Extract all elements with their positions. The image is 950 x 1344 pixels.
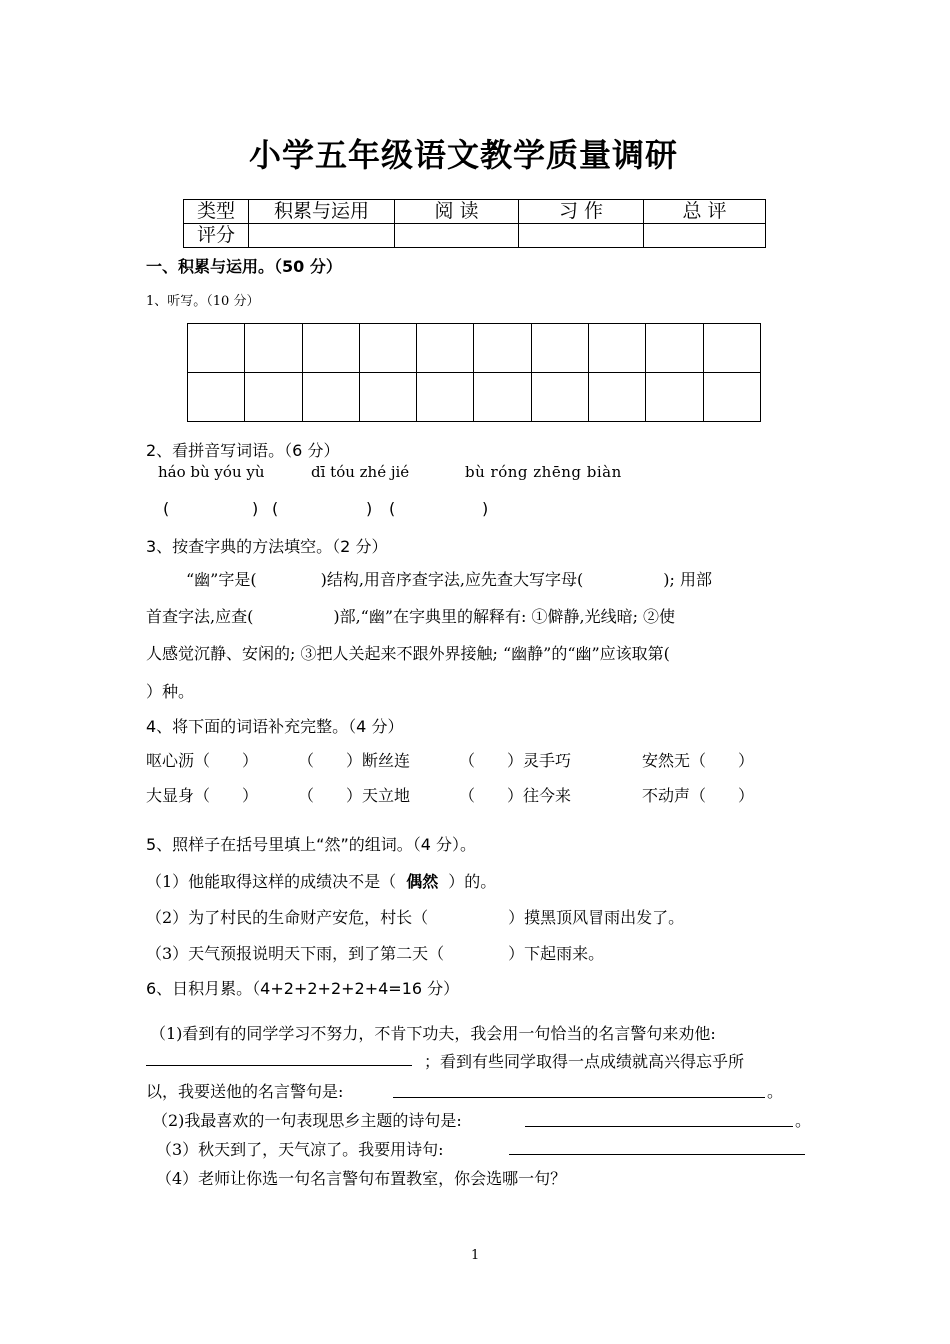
q3-line-2: 首查字法,应查( )部,“幽”在字典里的解释有: ①僻静,光线暗; ②使 — [146, 607, 676, 626]
dictation-grid-row — [188, 373, 761, 422]
pinyin-2: dī tóu zhé jié — [311, 463, 410, 481]
q5-heading: 5、照样子在括号里填上“然”的组词。（4 分）。 — [146, 835, 477, 854]
idiom-6: （ ）天立地 — [298, 786, 411, 805]
q3-line-1: “幽”字是( )结构,用音序查字法,应先查大写字母( ); 用部 — [186, 570, 712, 589]
answer-blank-2[interactable] — [285, 500, 365, 518]
q3-line-3: 人感觉沉静、安闲的; ③把人关起来不跟外界接触; “幽静”的“幽”应该取第( — [146, 644, 670, 663]
score-header-type: 类型 — [184, 200, 249, 224]
answer-paren-close-1: ) — [252, 499, 259, 518]
q6-item-2: （2)我最喜欢的一句表现思乡主题的诗句是: — [152, 1111, 462, 1130]
answer-line-4[interactable] — [509, 1154, 805, 1155]
score-header-reading: 阅 读 — [395, 200, 519, 224]
dictation-cell[interactable] — [531, 324, 588, 373]
dictation-cell[interactable] — [245, 324, 302, 373]
dictation-cell[interactable] — [302, 324, 359, 373]
idiom-8: 不动声（ ） — [642, 786, 755, 805]
score-cell-reading[interactable] — [395, 224, 519, 248]
dictation-grid-row — [188, 324, 761, 373]
page-number: 1 — [471, 1248, 480, 1263]
q6-item-1b: ；看到有些同学取得一点成绩就高兴得忘乎所 — [424, 1052, 745, 1071]
q3-line-4: ）种。 — [146, 682, 195, 701]
answer-paren-close-2: ) — [366, 499, 373, 518]
dictation-cell[interactable] — [646, 373, 703, 422]
q5-item-2: （2）为了村民的生命财产安危，村长（ ）摸黑顶风冒雨出发了。 — [146, 908, 685, 927]
q4-heading: 4、将下面的词语补充完整。（4 分） — [146, 717, 404, 736]
idiom-5: 大显身（ ） — [146, 786, 259, 805]
dictation-cell[interactable] — [188, 373, 245, 422]
idiom-3: （ ）灵手巧 — [459, 751, 572, 770]
idiom-2: （ ）断丝连 — [298, 751, 411, 770]
pinyin-3: bù róng zhēng biàn — [465, 463, 622, 481]
q5-item-1-suffix: ）的。 — [448, 872, 497, 891]
q6-item-4: （4）老师让你选一句名言警句布置教室，你会选哪一句？ — [156, 1169, 567, 1188]
score-table-header-row — [184, 200, 766, 224]
dictation-cell[interactable] — [703, 373, 760, 422]
score-cell-accumulation[interactable] — [249, 224, 395, 248]
answer-paren-open-3: ( — [389, 499, 396, 518]
q6-heading: 6、日积月累。（4+2+2+2+2+4=16 分） — [146, 979, 460, 998]
answer-blank-3[interactable] — [402, 500, 480, 518]
dictation-cell[interactable] — [474, 373, 531, 422]
score-table-score-row — [184, 224, 766, 248]
idiom-1: 呕心沥（ ） — [146, 751, 259, 770]
pinyin-1: háo bù yóu yù — [158, 463, 265, 481]
q6-item-2-period: 。 — [795, 1111, 812, 1130]
dictation-cell[interactable] — [359, 324, 416, 373]
answer-line-2[interactable] — [393, 1097, 765, 1098]
dictation-cell[interactable] — [703, 324, 760, 373]
q5-item-1-prefix: （1）他能取得这样的成绩决不是（ — [146, 872, 397, 891]
score-cell-total[interactable] — [644, 224, 766, 248]
dictation-cell[interactable] — [589, 373, 646, 422]
idiom-7: （ ）往今来 — [459, 786, 572, 805]
dictation-cell[interactable] — [646, 324, 703, 373]
score-header-accumulation: 积累与运用 — [249, 200, 395, 224]
dictation-cell[interactable] — [359, 373, 416, 422]
q6-item-1a: （1)看到有的同学学习不努力，不肯下功夫，我会用一句恰当的名言警句来劝他: — [150, 1024, 716, 1043]
score-header-total: 总 评 — [644, 200, 766, 224]
answer-blank-1[interactable] — [176, 500, 252, 518]
score-header-writing: 习 作 — [519, 200, 644, 224]
dictation-cell[interactable] — [188, 324, 245, 373]
dictation-grid — [187, 323, 761, 422]
answer-paren-open-2: ( — [272, 499, 279, 518]
score-row-label: 评分 — [184, 224, 249, 248]
answer-line-3[interactable] — [525, 1126, 793, 1127]
q6-item-3: （3）秋天到了，天气凉了。我要用诗句: — [156, 1140, 444, 1159]
dictation-cell[interactable] — [417, 373, 474, 422]
dictation-cell[interactable] — [474, 324, 531, 373]
dictation-cell[interactable] — [302, 373, 359, 422]
dictation-cell[interactable] — [531, 373, 588, 422]
q1-heading: 1、听写。（10 分） — [146, 294, 260, 309]
idiom-4: 安然无（ ） — [642, 751, 755, 770]
dictation-cell[interactable] — [245, 373, 302, 422]
q5-item-1 — [146, 869, 496, 892]
q5-example-answer: 偶然 — [406, 872, 439, 891]
section1-heading: 一、积累与运用。（50 分） — [146, 257, 342, 276]
q6-item-1-period: 。 — [767, 1082, 784, 1101]
q6-item-1c: 以，我要送他的名言警句是: — [146, 1082, 344, 1101]
score-table — [183, 199, 766, 248]
page-title: 小学五年级语文教学质量调研 — [249, 136, 679, 174]
score-cell-writing[interactable] — [519, 224, 644, 248]
q5-item-3: （3）天气预报说明天下雨，到了第二天（ ）下起雨来。 — [146, 944, 605, 963]
q3-heading: 3、按查字典的方法填空。（2 分） — [146, 537, 388, 556]
answer-line-1[interactable] — [146, 1065, 412, 1066]
answer-paren-open-1: ( — [163, 499, 170, 518]
q2-heading: 2、看拼音写词语。（6 分） — [146, 441, 340, 460]
dictation-cell[interactable] — [417, 324, 474, 373]
dictation-cell[interactable] — [589, 324, 646, 373]
answer-paren-close-3: ) — [482, 499, 489, 518]
